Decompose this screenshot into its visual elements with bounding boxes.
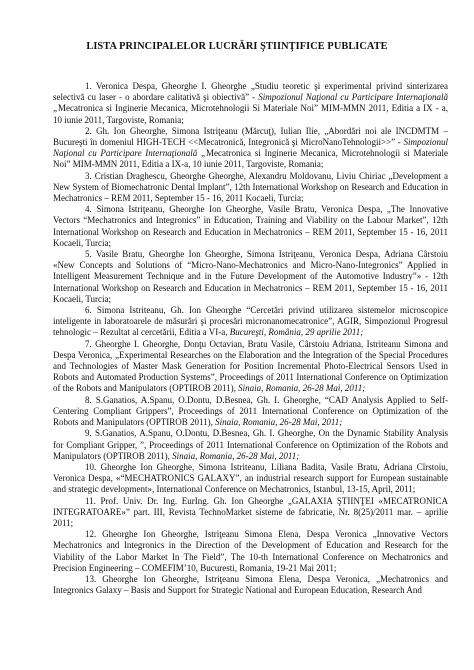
entry-number: 4. [85,204,92,215]
entry-number: 8. [85,394,92,405]
entry-number: 9. [85,428,92,439]
page-title: LISTA PRINCIPALELOR LUCRĂRI ŞTIINŢIFICE PUBLICATE [86,41,388,52]
entry-text: Cristian Draghescu, Gheorghe Gheorghe, Alexandru Moldovanu, Liviu Chiriac „Development a New System of Biomechatronic Dental Implant”, 12th International Workshop on Research and Education in Mechatronics – REM 2011, September 15 - 16, 2011 Kocaeli, Turcia; [53,170,449,204]
entry-text-italic: Sinaia, Romania, 26-28 Mai, 2011; [238,383,366,394]
publication-entry [53,249,448,305]
entry-text: Gh. Ion Gheorghe, Simona Istriţeanu (Mărcuţ), Iulian Ilie, „Abordări noi ale INCDMTM – Bucureşti în domeniul HIGH-TECH <<Mecatronică, Integronică şi MicroNanoTehnologii>>” - [53,125,448,148]
publication-entry [53,305,448,339]
entry-number: 10. [85,461,97,472]
entry-text-italic: Bucureşti, România, 29 aprilie 2011; [229,327,364,338]
entry-text: Gheorghe Ion Gheorghe, Simona Istriteanu, Liliana Badita, Vasile Bratu, Adriana Cîrstoiu, Veronica Despa, «“MECHATRONICS GALAXY”, an industrial research support for European sustainable and strategic development», International Conference on Mechatronics, Istanbul, 13-15, April, 2011; [53,461,449,495]
publication-entry [53,126,448,171]
entry-text: Simona Istriţeanu, Gheorghe Ion Gheorghe, Vasile Bratu, Veronica Despa, „The Innovative Vectors “Mechatronics and Integronics” in Education, Training and Viability on the Labour Market”, 12th International Workshop on Research and Education in Mechatronics – REM 2011, September 15 - 16, 2011 Kocaeli, Turcia; [53,204,448,248]
entry-text: S.Ganatios, A.Spanu, O.Dontu, D.Besnea, Gh. I. Gheorghe, “CAD Analysis Applied to Self-Centering Compliant Grippers”, Proceedings of 2011 International Conference on Optimization of the Robots and Manipulators (OPTIROB 2011), [53,394,448,428]
entry-text-italic: Simpozionul Naţional cu Participare Internaţională „ [53,92,448,114]
entry-number: 13. [85,573,97,584]
entry-text: Gheorghe Ion Gheorghe, Istriţeanu Simona Elena, Despa Veronica, „Mechatronics and Integronics Galaxy – Basis and Support for Strategic National and European Education, Research And [53,573,449,596]
entry-text: Mecatronica si Inginerie Mecanica, Microtehnologii Si Materiale Noi” MIM-MMN 2011, Editia a IX - a, 10 iunie 2011, Targoviste, Romania; [53,103,448,125]
publication-list [53,81,448,596]
entry-number: 2. [85,125,92,136]
publication-entry [53,395,448,429]
publication-entry [53,339,448,395]
entry-text-italic: Simpozionul Naţional cu Participare Internaţională „ [53,137,448,159]
entry-text-italic: Sinaia, Romania, 26-28 Mai, 2011; [215,417,343,428]
entry-number: 5. [85,249,92,260]
entry-number: 12. [85,529,97,540]
publication-entry [53,529,448,574]
entry-text-italic: Sinaia, Romania, 26-28 Mai, 2011; [172,450,300,461]
publication-entry [53,428,448,462]
entry-text: Simona Istriteanu, Gh. Ion Gheorghe “Cercetări privind utilizarea sistemelor microscopice inteligente in laboratoarele de măsurări şi procesări micronanomecatronice”, AGIR, Simpozionul Progresul tehnologic – Rezultat al cercetării, Editia a VI-a, [53,305,449,338]
entry-text: S.Ganatios, A.Spanu, O.Dontu, D.Besnea, Gh. I. Gheorghe, On the Dynamic Stability Analysis for Compliant Gripper, ”, Proceedings of 2011 International Conference on Optimization of the Robots and Manipulators (OPTIROB 2011), [53,428,448,461]
publication-entry [53,171,448,205]
entry-text: Gheorghe I. Gheorghe, Donţu Octavian, Bratu Vasile, Cârstoiu Adriana, Istriteanu Simona and Despa Veronica, „Experimental Researches on the Elaboration and the Integration of the Special Procedures and Technologies of Master Mask Generation for Position Incremental Photo-Electrical Sensors Used in Robots and Automated Production Systems”, Proceedings of 2011 International Conference on Optimization of the Robots and Manipulators (OPTIROB 2011), [53,338,448,394]
publication-entry [53,574,448,596]
publication-entry [53,204,448,249]
entry-number: 6. [85,305,92,316]
publication-entry [53,81,448,126]
entry-text: Mecatronica si Inginerie Mecanica, Microtehnologii si Materiale Noi” MIM-MMN 2011, Editia a IX-a, 10 iunie 2011, Targoviste, Romania; [53,148,448,170]
entry-text: Prof. Univ. Dr. Ing. EurIng. Gh. Ion Gheorghe „GALAXIA ŞTIINŢEI «MECATRONICA INTEGRATOARE»” part. III, Revista TechnoMarket sisteme de fabricatie, Nr. 8(25)/2011 mar. – aprilie 2011; [53,495,448,528]
publication-entry [53,496,448,530]
entry-number: 7. [85,338,92,349]
entry-number: 11. [85,495,96,506]
entry-text: Vasile Bratu, Gheorghe Ion Gheorghe, Simona Istriţeanu, Veronica Despa, Adriana Cârstoiu «New Concepts and Solutions of “Micro-Nano-Mechatronics and Micro-Nano-Integronics” Applied in Intelligent Measurement Technique and in the Future Development of the Automotive Industry”» - 12th International Workshop on Research and Education in Mechatronics – REM 2011, September 15 - 16, 2011 Kocaeli, Turcia; [53,249,448,304]
entry-text: Gheorghe Ion Gheorghe, Istriţeanu Simona Elena, Despa Veronica „Innovative Vectors Mechatronics and Integronics in the Direction of the Development of Education and Research for the Viability of the Labor Market In The Field”, The 10-th International Conference on Mechatronics and Precision Engineering – COMEFIM’10, Bucuresti, Romania, 19-21 Mai 2011; [53,529,448,573]
entry-text: Veronica Despa, Gheorghe I. Gheorghe „Studiu teoretic şi experimental privind sinterizarea selectivă cu laser - o abordare calitativă şi obiectivă” - [53,81,448,103]
entry-number: 1. [85,81,92,91]
publication-entry [53,462,448,496]
entry-number: 3. [85,170,92,181]
